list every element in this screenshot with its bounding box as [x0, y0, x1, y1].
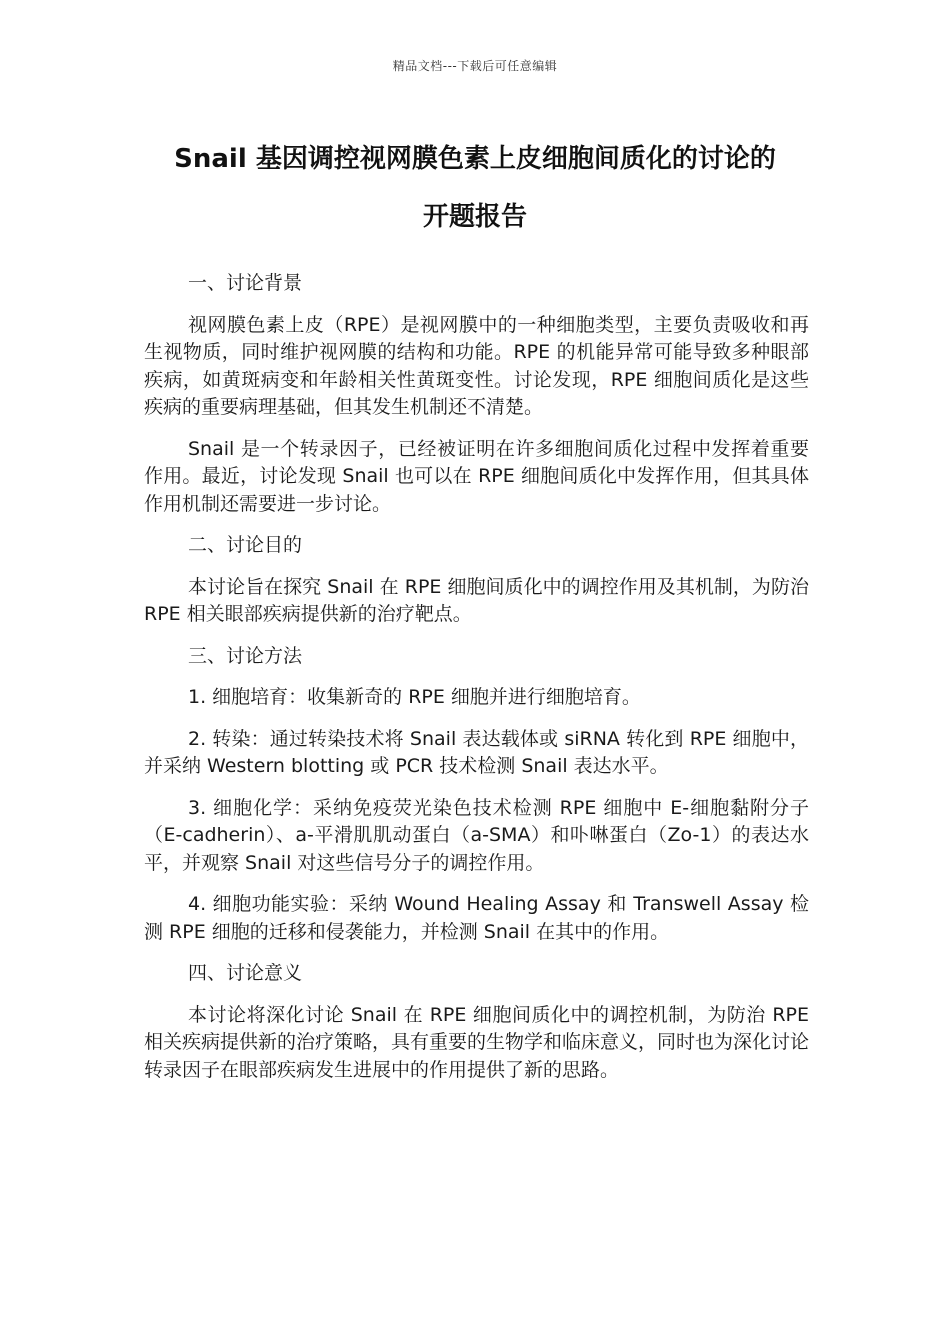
section-heading-background: 一、讨论背景: [188, 272, 303, 294]
paragraph-method-1: 1. 细胞培育：收集新奇的 RPE 细胞并进行细胞培育。: [188, 686, 641, 708]
paragraph-method-3: 3. 细胞化学：采纳免疫荧光染色技术检测 RPE 细胞中 E-细胞黏附分子（E-cadherin）、a-平滑肌肌动蛋白（a-SMA）和卟啉蛋白（Zo-1）的表达水平，并观察 Snail 对这些信号分子的调控作用。: [144, 796, 809, 874]
section-heading-methods: 三、讨论方法: [188, 644, 303, 667]
title-line-2: 开题报告: [422, 202, 527, 232]
paragraph-background-2: Snail 是一个转录因子，已经被证明在许多细胞间质化过程中发挥着重要作用。最近，讨论发现 Snail 也可以在 RPE 细胞间质化中发挥作用，但其具体作用机制还需要进一步讨论。: [144, 437, 809, 515]
paragraph-method-2: 2. 转染：通过转染技术将 Snail 表达载体或 siRNA 转化到 RPE 细胞中，并采纳 Western blotting 或 PCR 技术检测 Snail 表达水平。: [144, 727, 809, 777]
paragraph-purpose-1: 本讨论旨在探究 Snail 在 RPE 细胞间质化中的调控作用及其机制，为防治 RPE 相关眼部疾病提供新的治疗靶点。: [144, 575, 809, 625]
header-note: 精品文档---下载后可任意编辑: [392, 59, 558, 73]
paragraph-method-4: 4. 细胞功能实验：采纳 Wound Healing Assay 和 Transwell Assay 检测 RPE 细胞的迁移和侵袭能力，并检测 Snail 在其中的作用。: [144, 893, 809, 943]
document-title: [120, 130, 830, 246]
section-heading-purpose: 二、讨论目的: [188, 534, 303, 556]
document-body: [144, 270, 809, 1098]
title-line-1: Snail 基因调控视网膜色素上皮细胞间质化的讨论的: [174, 144, 776, 174]
paragraph-significance-1: 本讨论将深化讨论 Snail 在 RPE 细胞间质化中的调控机制，为防治 RPE 相关疾病提供新的治疗策略，具有重要的生物学和临床意义，同时也为深化讨论转录因子在眼部疾病发生进展中的作用提供了新的思路。: [144, 1003, 810, 1081]
section-heading-significance: 四、讨论意义: [188, 962, 303, 984]
paragraph-background-1: 视网膜色素上皮（RPE）是视网膜中的一种细胞类型，主要负责吸收和再生视物质，同时维护视网膜的结构和功能。RPE 的机能异常可能导致多种眼部疾病，如黄斑病变和年龄相关性黄斑变性。讨论发现，RPE 细胞间质化是这些疾病的重要病理基础，但其发生机制还不清楚。: [144, 313, 809, 418]
